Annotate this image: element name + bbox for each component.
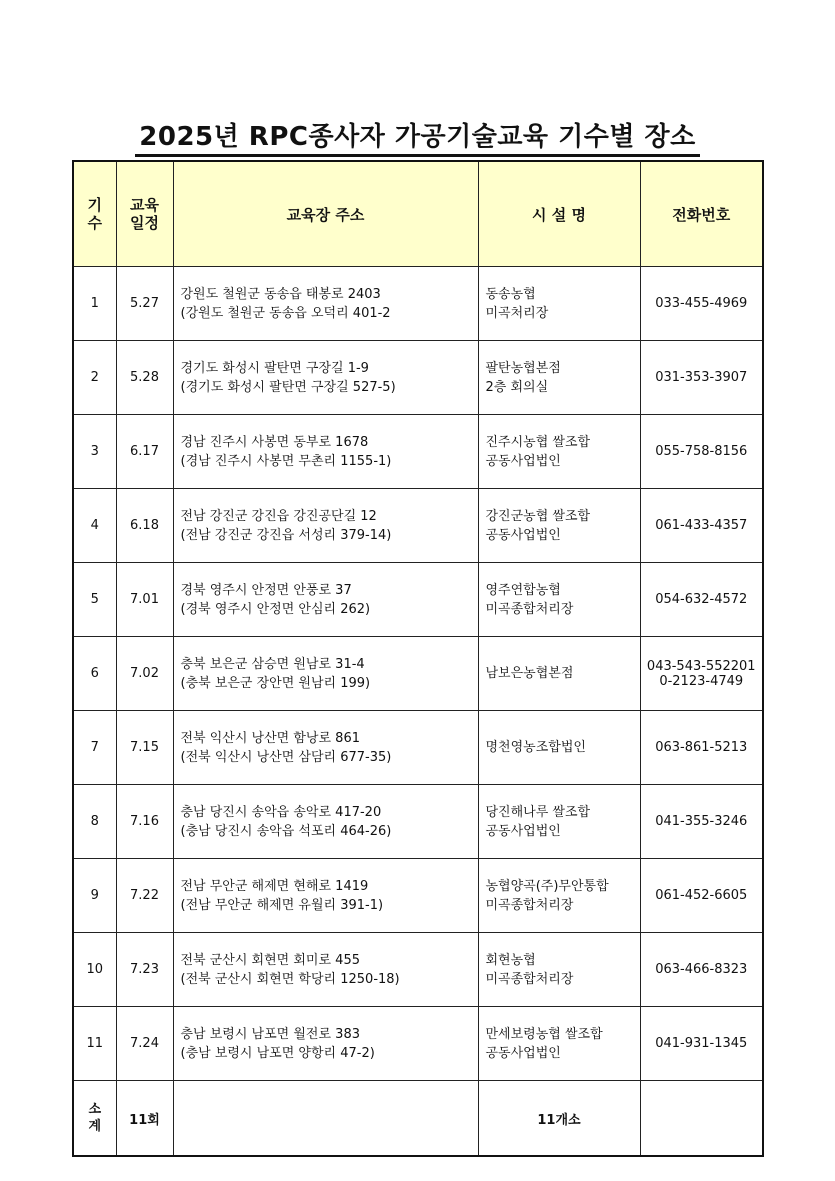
date-cell: 7.01 (116, 563, 173, 637)
date-cell: 5.28 (116, 341, 173, 415)
phone-number: 055-758-8156 (655, 444, 748, 459)
page-title: 2025년 RPC종사자 가공기술교육 기수별 장소 (0, 116, 835, 153)
table-row (73, 859, 763, 933)
facility-cell (478, 267, 640, 341)
round-cell: 7 (73, 711, 116, 785)
address-cell (173, 711, 478, 785)
facility-detail: 미곡종합처리장 (485, 601, 574, 617)
address-cell (173, 785, 478, 859)
address-cell (173, 415, 478, 489)
date-cell: 7.02 (116, 637, 173, 711)
table-row (73, 785, 763, 859)
road-address: 충남 당진시 송악읍 송악로 417-20 (180, 804, 382, 820)
phone-cell (640, 711, 763, 785)
phone-cell (640, 489, 763, 563)
table-row (73, 415, 763, 489)
table-header-row (73, 161, 763, 267)
total-count: 11회 (116, 1081, 173, 1157)
round-cell: 2 (73, 341, 116, 415)
facility-name: 당진해나루 쌀조합 (485, 804, 591, 820)
total-label: 소 계 (73, 1081, 116, 1157)
round-cell: 1 (73, 267, 116, 341)
facility-cell (478, 785, 640, 859)
facility-cell (478, 415, 640, 489)
round-cell: 6 (73, 637, 116, 711)
phone-cell (640, 1007, 763, 1081)
facility-name: 팔탄농협본점 (485, 360, 561, 376)
facility-detail: 공동사업법인 (485, 453, 561, 469)
facility-name: 만세보령농협 쌀조합 (485, 1026, 603, 1042)
lot-address: (강원도 철원군 동송읍 오덕리 401-2 (180, 305, 391, 321)
lot-address: (전남 강진군 강진읍 서성리 379-14) (180, 527, 392, 543)
phone-number: 041-931-1345 (655, 1036, 748, 1051)
address-cell (173, 933, 478, 1007)
lot-address: (전북 군산시 회현면 학당리 1250-18) (180, 971, 400, 987)
phone-number: 033-455-4969 (655, 296, 748, 311)
facility-cell (478, 1007, 640, 1081)
address-cell (173, 341, 478, 415)
round-cell: 9 (73, 859, 116, 933)
round-cell: 4 (73, 489, 116, 563)
table-row (73, 711, 763, 785)
lot-address: (전남 무안군 해제면 유월리 391-1) (180, 897, 384, 913)
phone-cell (640, 341, 763, 415)
total-address-empty (173, 1081, 478, 1157)
road-address: 전남 무안군 해제면 현해로 1419 (180, 878, 369, 894)
road-address: 전북 군산시 회현면 회미로 455 (180, 952, 360, 968)
facility-detail: 공동사업법인 (485, 527, 561, 543)
phone-cell (640, 563, 763, 637)
lot-address: (경기도 화성시 팔탄면 구장길 527-5) (180, 379, 396, 395)
table-row (73, 341, 763, 415)
facility-name: 동송농협 (485, 286, 536, 302)
phone-cell (640, 859, 763, 933)
facility-detail: 2층 회의실 (485, 379, 549, 395)
table-row (73, 489, 763, 563)
address-cell (173, 563, 478, 637)
lot-address: (충북 보은군 장안면 원남리 199) (180, 675, 371, 691)
lot-address: (충남 당진시 송악읍 석포리 464-26) (180, 823, 392, 839)
address-cell (173, 489, 478, 563)
date-cell: 7.22 (116, 859, 173, 933)
facility-detail: 공동사업법인 (485, 1045, 561, 1061)
road-address: 경기도 화성시 팔탄면 구장길 1-9 (180, 360, 369, 376)
facility-name: 회현농협 (485, 952, 536, 968)
facility-detail: 미곡처리장 (485, 305, 549, 321)
address-cell (173, 267, 478, 341)
date-cell: 7.16 (116, 785, 173, 859)
phone-number: 054-632-4572 (655, 592, 748, 607)
facility-cell (478, 933, 640, 1007)
facility-name: 남보은농협본점 (485, 666, 574, 681)
header-facility: 시 설 명 (478, 161, 640, 267)
phone-cell (640, 785, 763, 859)
table-row (73, 933, 763, 1007)
lot-address: (경남 진주시 사봉면 무촌리 1155-1) (180, 453, 392, 469)
facility-name: 영주연합농협 (485, 582, 561, 598)
phone-number: 043-543-552201 (646, 658, 756, 674)
address-cell (173, 637, 478, 711)
round-cell: 11 (73, 1007, 116, 1081)
phone-number: 031-353-3907 (655, 370, 748, 385)
phone-cell (640, 933, 763, 1007)
schedule-table (72, 160, 764, 1157)
facility-name: 강진군농협 쌀조합 (485, 508, 591, 524)
phone-number: 063-861-5213 (655, 740, 748, 755)
phone-number: 063-466-8323 (655, 962, 748, 977)
header-phone: 전화번호 (640, 161, 763, 267)
round-cell: 8 (73, 785, 116, 859)
phone-number: 061-452-6605 (655, 888, 748, 903)
phone-cell (640, 267, 763, 341)
facility-cell (478, 711, 640, 785)
date-cell: 7.15 (116, 711, 173, 785)
phone-number: 061-433-4357 (655, 518, 748, 533)
phone-cell (640, 415, 763, 489)
header-address: 교육장 주소 (173, 161, 478, 267)
address-cell (173, 1007, 478, 1081)
lot-address: (충남 보령시 남포면 양항리 47-2) (180, 1045, 375, 1061)
round-cell: 5 (73, 563, 116, 637)
facility-detail: 공동사업법인 (485, 823, 561, 839)
lot-address: (전북 익산시 낭산면 삼담리 677-35) (180, 749, 392, 765)
table-row (73, 637, 763, 711)
total-row (73, 1081, 763, 1157)
road-address: 경남 진주시 사봉면 동부로 1678 (180, 434, 369, 450)
header-round: 기 수 (73, 161, 116, 267)
date-cell: 7.23 (116, 933, 173, 1007)
header-date: 교육 일정 (116, 161, 173, 267)
facility-cell (478, 637, 640, 711)
round-cell: 10 (73, 933, 116, 1007)
facility-cell (478, 859, 640, 933)
road-address: 충남 보령시 남포면 월전로 383 (180, 1026, 360, 1042)
date-cell: 6.18 (116, 489, 173, 563)
facility-cell (478, 563, 640, 637)
total-phone-empty (640, 1081, 763, 1157)
lot-address: (경북 영주시 안정면 안심리 262) (180, 601, 371, 617)
road-address: 강원도 철원군 동송읍 태봉로 2403 (180, 286, 381, 302)
phone-number-cont: 0-2123-4749 (659, 673, 744, 689)
road-address: 전남 강진군 강진읍 강진공단길 12 (180, 508, 377, 524)
facility-name: 농협양곡(주)무안통합 (485, 878, 609, 894)
table-row (73, 563, 763, 637)
table-row (73, 267, 763, 341)
road-address: 전북 익산시 낭산면 함낭로 861 (180, 730, 360, 746)
total-facilities: 11개소 (478, 1081, 640, 1157)
date-cell: 6.17 (116, 415, 173, 489)
facility-detail: 미곡종합처리장 (485, 971, 574, 987)
facility-name: 명천영농조합법인 (485, 740, 586, 755)
date-cell: 5.27 (116, 267, 173, 341)
phone-cell (640, 637, 763, 711)
facility-cell (478, 341, 640, 415)
road-address: 충북 보은군 삼승면 원남로 31-4 (180, 656, 365, 672)
round-cell: 3 (73, 415, 116, 489)
address-cell (173, 859, 478, 933)
facility-name: 진주시농협 쌀조합 (485, 434, 591, 450)
table-row (73, 1007, 763, 1081)
facility-detail: 미곡종합처리장 (485, 897, 574, 913)
road-address: 경북 영주시 안정면 안풍로 37 (180, 582, 352, 598)
phone-number: 041-355-3246 (655, 814, 748, 829)
facility-cell (478, 489, 640, 563)
date-cell: 7.24 (116, 1007, 173, 1081)
